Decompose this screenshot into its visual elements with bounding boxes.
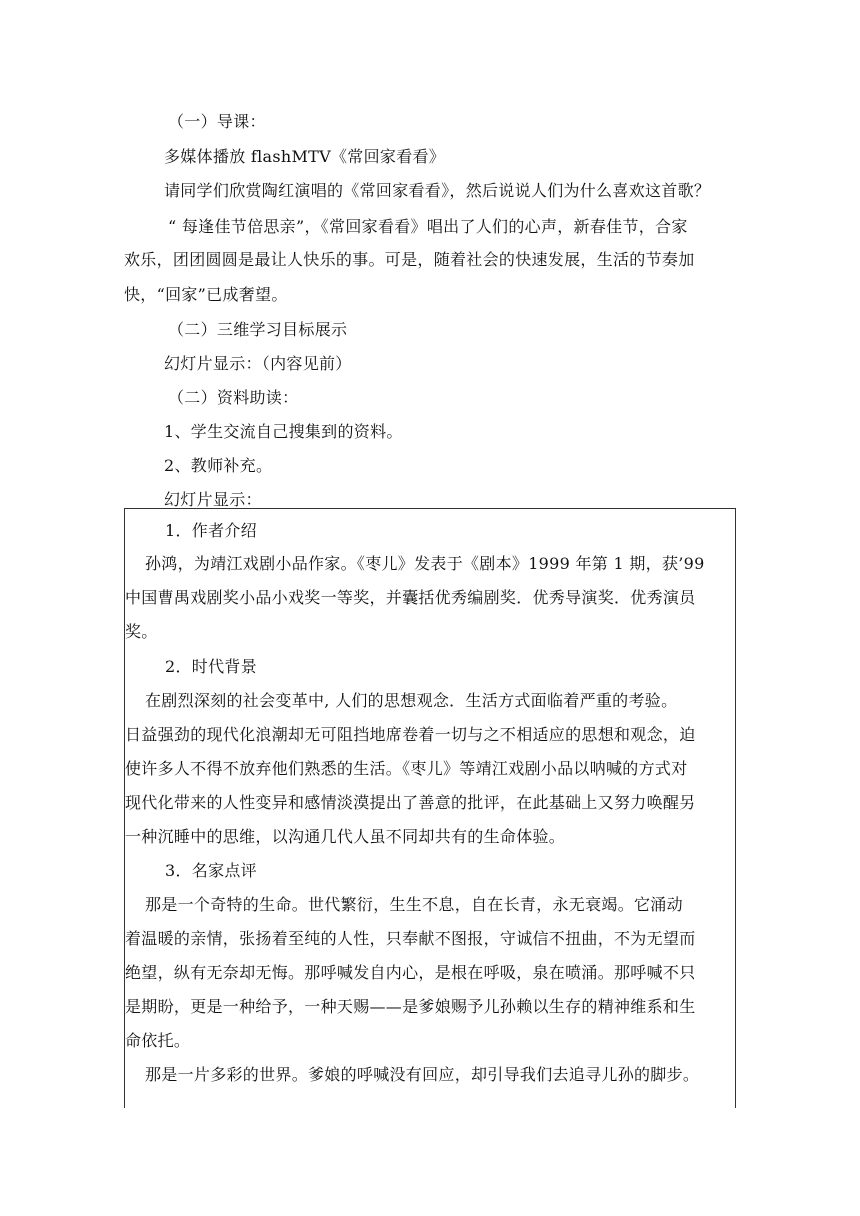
slide-line: 奖。	[125, 622, 158, 641]
paragraph-line: 幻灯片显示：	[164, 490, 262, 509]
slide-line: 在剧烈深刻的社会变革中, 人们的思想观念．生活方式面临着严重的考验。	[145, 691, 678, 710]
paragraph-line: 幻灯片显示：（内容见前）	[164, 354, 352, 373]
paragraph-line: “ 每逢佳节倍思亲”，《常回家看看》唱出了人们的心声，新春佳节，合家	[168, 217, 688, 236]
slide-line: 孙鸿，为靖江戏剧小品作家。《枣儿》发表于《剧本》1999 年第 1 期，获’99	[145, 554, 705, 573]
slide-line: 那是一片多彩的世界。爹娘的呼喊没有回应，却引导我们去追寻儿孙的脚步。	[145, 1065, 700, 1084]
slide-line: 一种沉睡中的思维，以沟通几代人虽不同却共有的生命体验。	[125, 827, 566, 846]
slide-line: 是期盼，更是一种给予，一种天赐——是爹娘赐予儿孙赖以生存的精神维系和生	[125, 997, 696, 1016]
list-item: 2、教师补充。	[164, 456, 273, 475]
slide-line: 那是一个奇特的生命。世代繁衍，生生不息，自在长青，永无衰竭。它涌动	[145, 895, 683, 914]
slide-line: 绝望，纵有无奈却无悔。那呼喊发自内心，是根在呼吸，泉在喷涌。那呼喊不只	[125, 963, 696, 982]
slide-heading-author: 1．作者介绍	[165, 521, 257, 540]
paragraph-line: 快，“回家”已成奢望。	[124, 285, 288, 304]
slide-content-box	[124, 508, 736, 1108]
section-heading-materials: （二）资料助读：	[168, 388, 299, 407]
slide-heading-background: 2．时代背景	[165, 657, 257, 676]
section-heading-intro: （一）导课：	[168, 112, 266, 131]
slide-line: 中国曹禺戏剧奖小品小戏奖一等奖，并囊括优秀编剧奖．优秀导演奖．优秀演员	[125, 588, 696, 607]
slide-line: 着温暖的亲情，张扬着至纯的人性，只奉献不图报，守诚信不扭曲，不为无望而	[125, 929, 696, 948]
paragraph-line: 请同学们欣赏陶红演唱的《常回家看看》，然后说说人们为什么喜欢这首歌？	[164, 181, 711, 200]
paragraph-line: 欢乐，团团圆圆是最让人快乐的事。可是，随着社会的快速发展，生活的节奏加	[124, 250, 695, 269]
slide-heading-comments: 3．名家点评	[165, 861, 257, 880]
section-heading-goals: （二）三维学习目标展示	[168, 320, 348, 339]
paragraph-line: 多媒体播放 flashMTV《常回家看看》	[164, 147, 446, 166]
slide-line: 现代化带来的人性变异和感情淡漠提出了善意的批评，在此基础上又努力唤醒另	[125, 793, 696, 812]
slide-line: 使许多人不得不放弃他们熟悉的生活。《枣儿》等靖江戏剧小品以呐喊的方式对	[125, 759, 688, 778]
slide-line: 日益强劲的现代化浪潮却无可阻挡地席卷着一切与之不相适应的思想和观念，迫	[125, 725, 696, 744]
slide-line: 命依托。	[125, 1031, 191, 1050]
list-item: 1、学生交流自己搜集到的资料。	[164, 422, 403, 441]
